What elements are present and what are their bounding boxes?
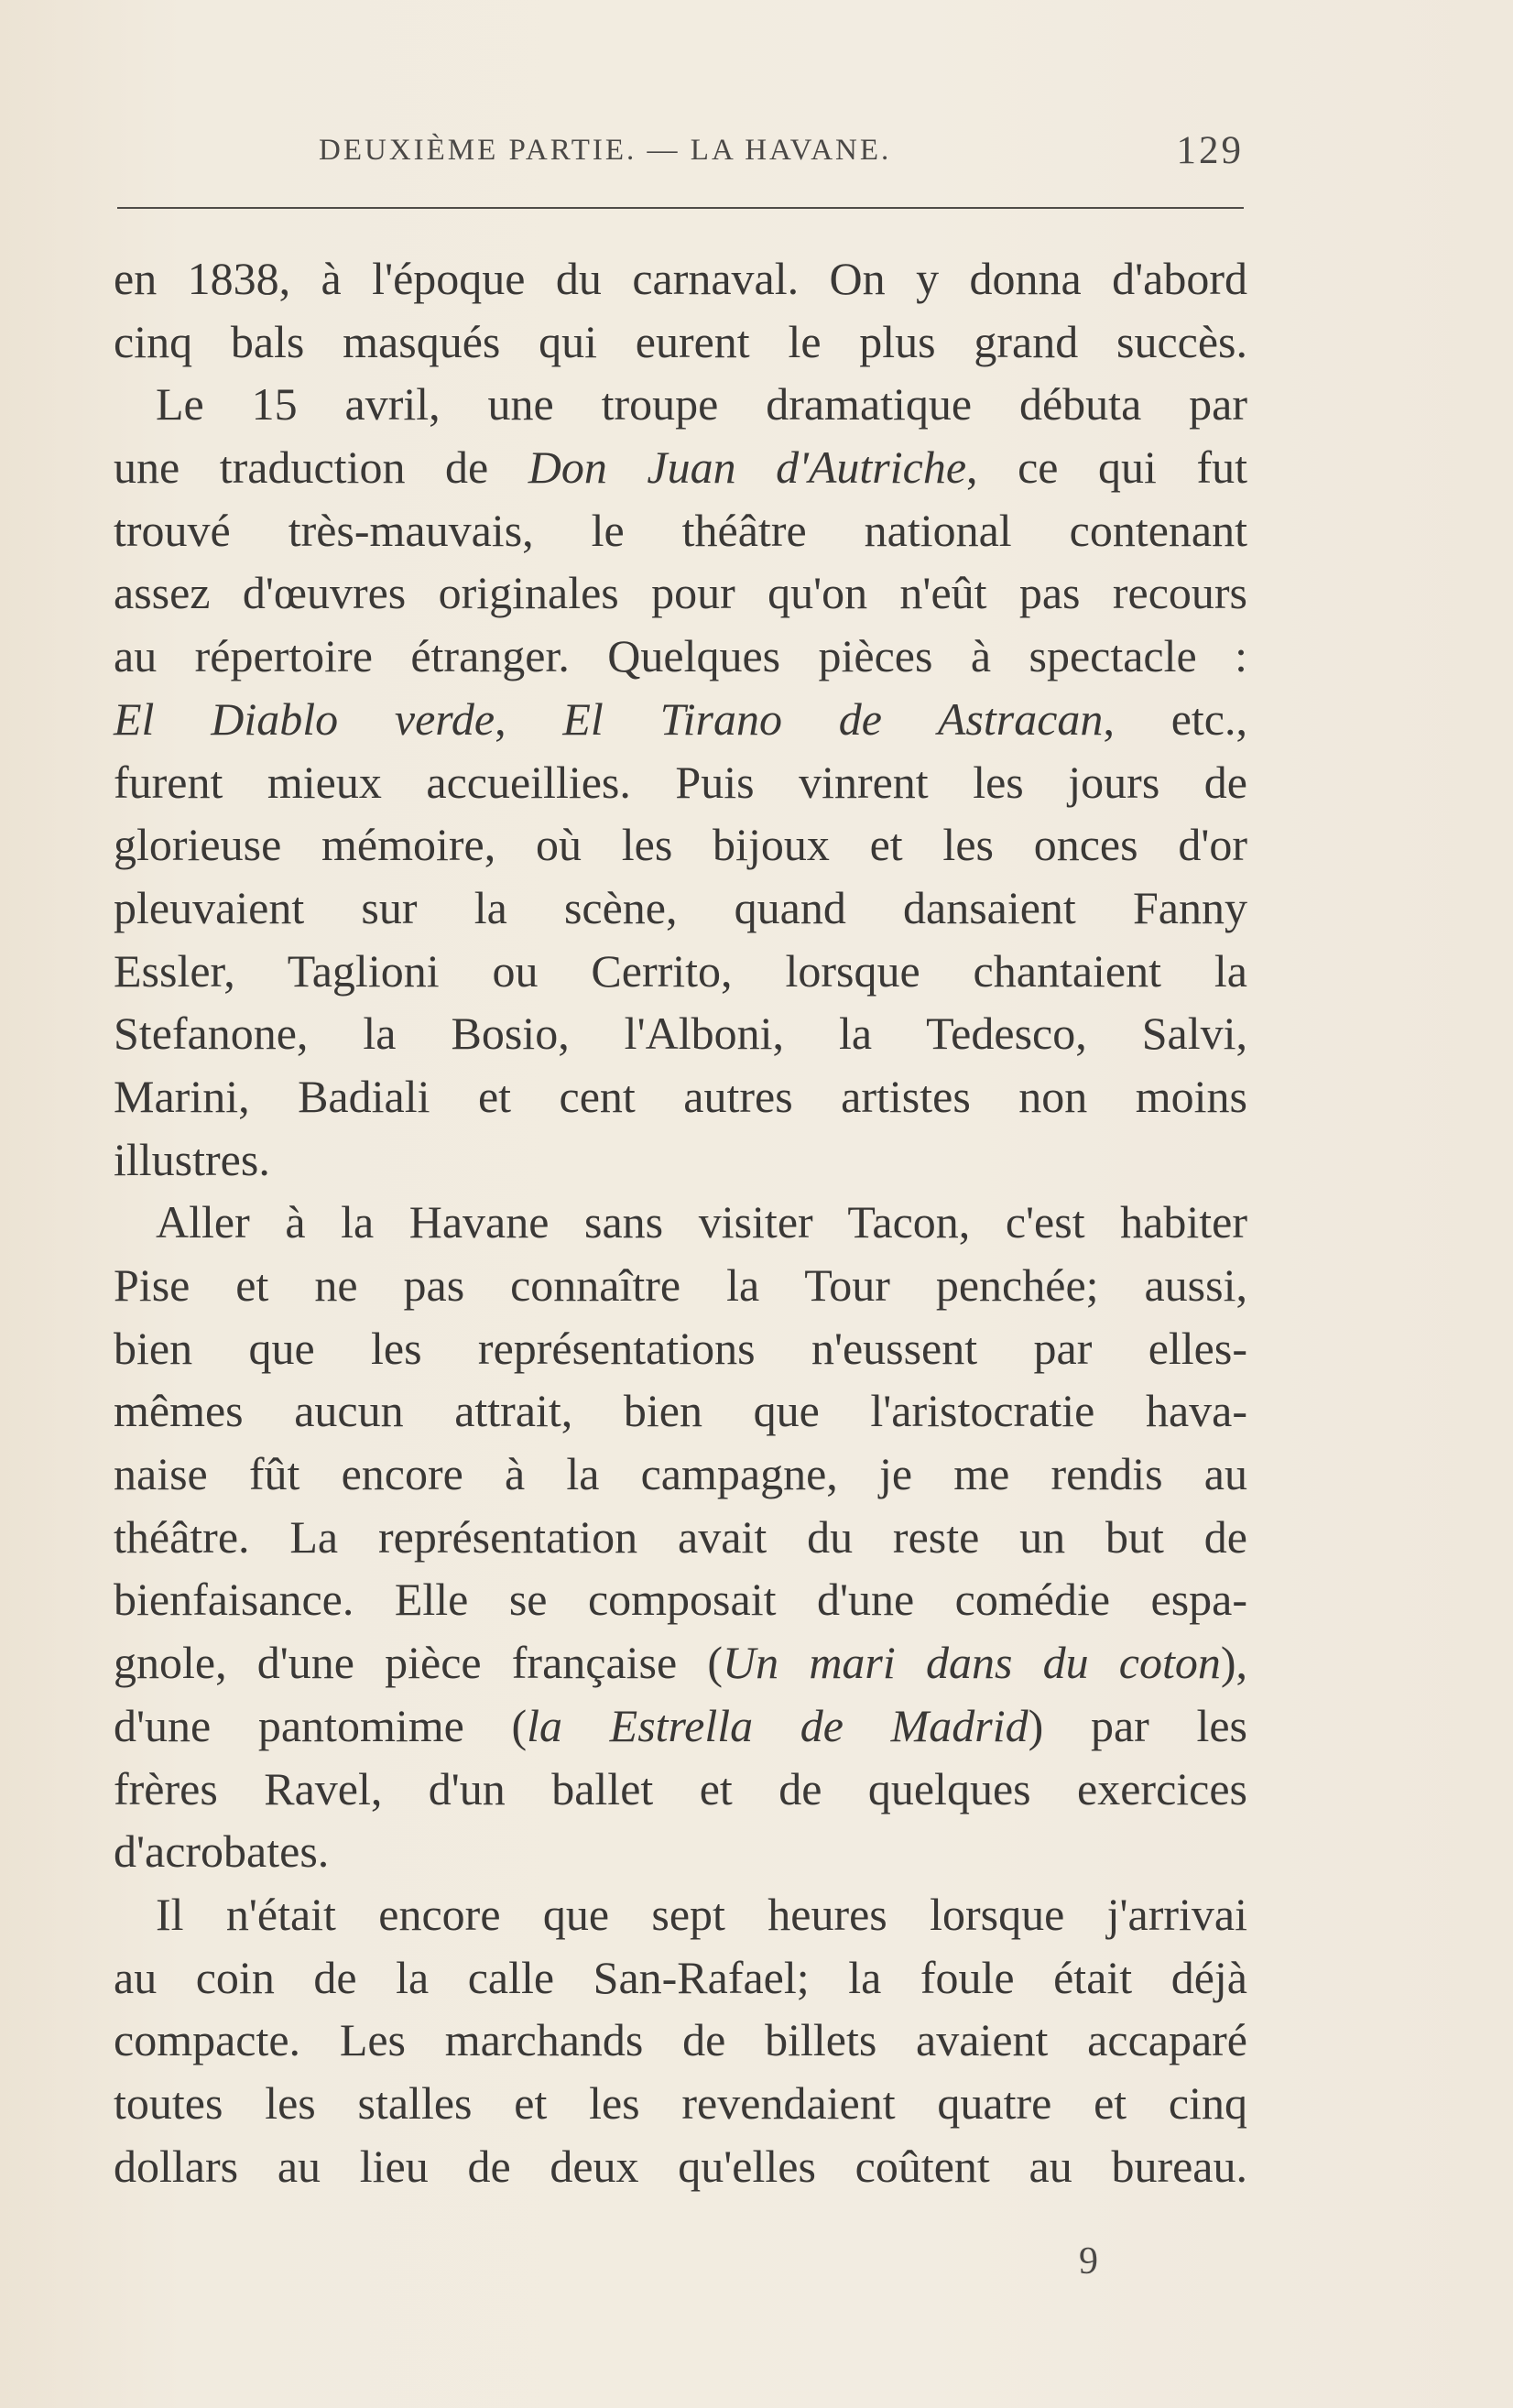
- text-line: [114, 561, 1247, 625]
- italic-title: Un mari dans du coton: [723, 1637, 1221, 1689]
- line-text: au répertoire étranger. Quelques pièces à spectacle :: [114, 630, 1247, 682]
- line-text: ) par les: [1028, 1699, 1247, 1751]
- line-text: théâtre. La représentation avait du reste un but de: [114, 1510, 1247, 1563]
- signature-mark: 9: [1079, 2240, 1098, 2283]
- line-text: assez d'œuvres originales pour qu'on n'eût pas recours: [114, 567, 1247, 619]
- line-text: naise fût encore à la campagne, je me rendis au: [114, 1448, 1247, 1500]
- line-text: , etc.,: [1103, 692, 1248, 745]
- line-text: dollars au lieu de deux qu'elles coûtent au bureau.: [114, 2140, 1247, 2192]
- text-line: [114, 1191, 1247, 1254]
- line-text: Pise et ne pas connaître la Tour penchée; aussi,: [114, 1259, 1247, 1311]
- line-text: gnole, d'une pièce française (: [114, 1637, 724, 1689]
- text-line: [114, 1883, 1247, 1946]
- text-line: [114, 2135, 1247, 2198]
- line-text: Il n'était encore que sept heures lorsque j'arrivai: [156, 1888, 1247, 1940]
- line-text: pleuvaient sur la scène, quand dansaient Fanny: [114, 881, 1247, 933]
- line-text: cinq bals masqués qui eurent le plus grand succès.: [114, 315, 1247, 367]
- italic-title: El Tirano de Astracan: [562, 692, 1104, 745]
- italic-title: la Estrella de Madrid: [527, 1699, 1029, 1751]
- line-text: , ce qui fut: [966, 441, 1247, 494]
- text-line: [114, 1631, 1247, 1694]
- text-line: [114, 1820, 1247, 1883]
- line-text: d'une pantomime (: [114, 1699, 528, 1751]
- line-text: d'acrobates.: [114, 1825, 330, 1878]
- line-text: toutes les stalles et les revendaient quatre et cinq: [114, 2076, 1247, 2129]
- line-text: Stefanone, la Bosio, l'Alboni, la Tedesco, Salvi,: [114, 1008, 1247, 1060]
- text-line: [114, 1128, 1247, 1192]
- page-header: [117, 128, 1244, 183]
- text-line: [114, 1758, 1247, 1821]
- body-text: [114, 247, 1247, 2197]
- line-text: en 1838, à l'époque du carnaval. On y donna d'abord: [114, 253, 1247, 304]
- text-line: [114, 877, 1247, 940]
- text-line: [114, 247, 1247, 311]
- line-text: mêmes aucun attrait, bien que l'aristocratie hava-: [114, 1385, 1247, 1437]
- text-line: [114, 1379, 1247, 1443]
- text-line: [114, 373, 1247, 436]
- line-text: Le 15 avril, une troupe dramatique débuta par: [156, 378, 1247, 430]
- line-text: ,: [495, 692, 563, 745]
- line-text: Marini, Badiali et cent autres artistes non moins: [114, 1070, 1247, 1122]
- running-title: DEUXIÈME PARTIE. — LA HAVANE.: [319, 134, 892, 167]
- text-line: [114, 311, 1247, 374]
- text-line: [114, 1694, 1247, 1758]
- line-text: bienfaisance. Elle se composait d'une comédie espa-: [114, 1574, 1247, 1626]
- page-number: 129: [1176, 129, 1244, 172]
- italic-title: Don Juan d'Autriche: [528, 441, 967, 494]
- text-line: [114, 625, 1247, 688]
- text-line: [114, 499, 1247, 562]
- text-line: [114, 940, 1247, 1003]
- text-line: [114, 688, 1247, 751]
- text-line: [114, 1002, 1247, 1065]
- line-text: bien que les représentations n'eussent par elles-: [114, 1322, 1247, 1374]
- text-line: [114, 2009, 1247, 2072]
- text-line: [114, 813, 1247, 877]
- line-text: ),: [1220, 1637, 1247, 1689]
- text-line: [114, 2072, 1247, 2135]
- line-text: compacte. Les marchands de billets avaient accaparé: [114, 2014, 1247, 2066]
- text-line: [114, 1254, 1247, 1317]
- text-line: [114, 1065, 1247, 1128]
- line-text: glorieuse mémoire, où les bijoux et les onces d'or: [114, 819, 1247, 871]
- text-line: [114, 1317, 1247, 1380]
- line-text: illustres.: [114, 1133, 270, 1185]
- text-line: [114, 1506, 1247, 1569]
- text-line: [114, 1443, 1247, 1506]
- line-text: une traduction de: [114, 441, 528, 494]
- text-line: [114, 751, 1247, 814]
- line-text: Aller à la Havane sans visiter Tacon, c'est habiter: [156, 1196, 1247, 1248]
- line-text: au coin de la calle San-Rafael; la foule était déjà: [114, 1951, 1247, 2003]
- text-line: [114, 1946, 1247, 2010]
- line-text: frères Ravel, d'un ballet et de quelques exercices: [114, 1762, 1247, 1814]
- line-text: furent mieux accueillies. Puis vinrent les jours de: [114, 756, 1247, 808]
- text-line: [114, 436, 1247, 499]
- header-rule: [117, 207, 1244, 209]
- line-text: trouvé très-mauvais, le théâtre national contenant: [114, 504, 1247, 556]
- line-text: Essler, Taglioni ou Cerrito, lorsque chantaient la: [114, 944, 1247, 997]
- text-line: [114, 1568, 1247, 1631]
- italic-title: El Diablo verde: [114, 692, 495, 745]
